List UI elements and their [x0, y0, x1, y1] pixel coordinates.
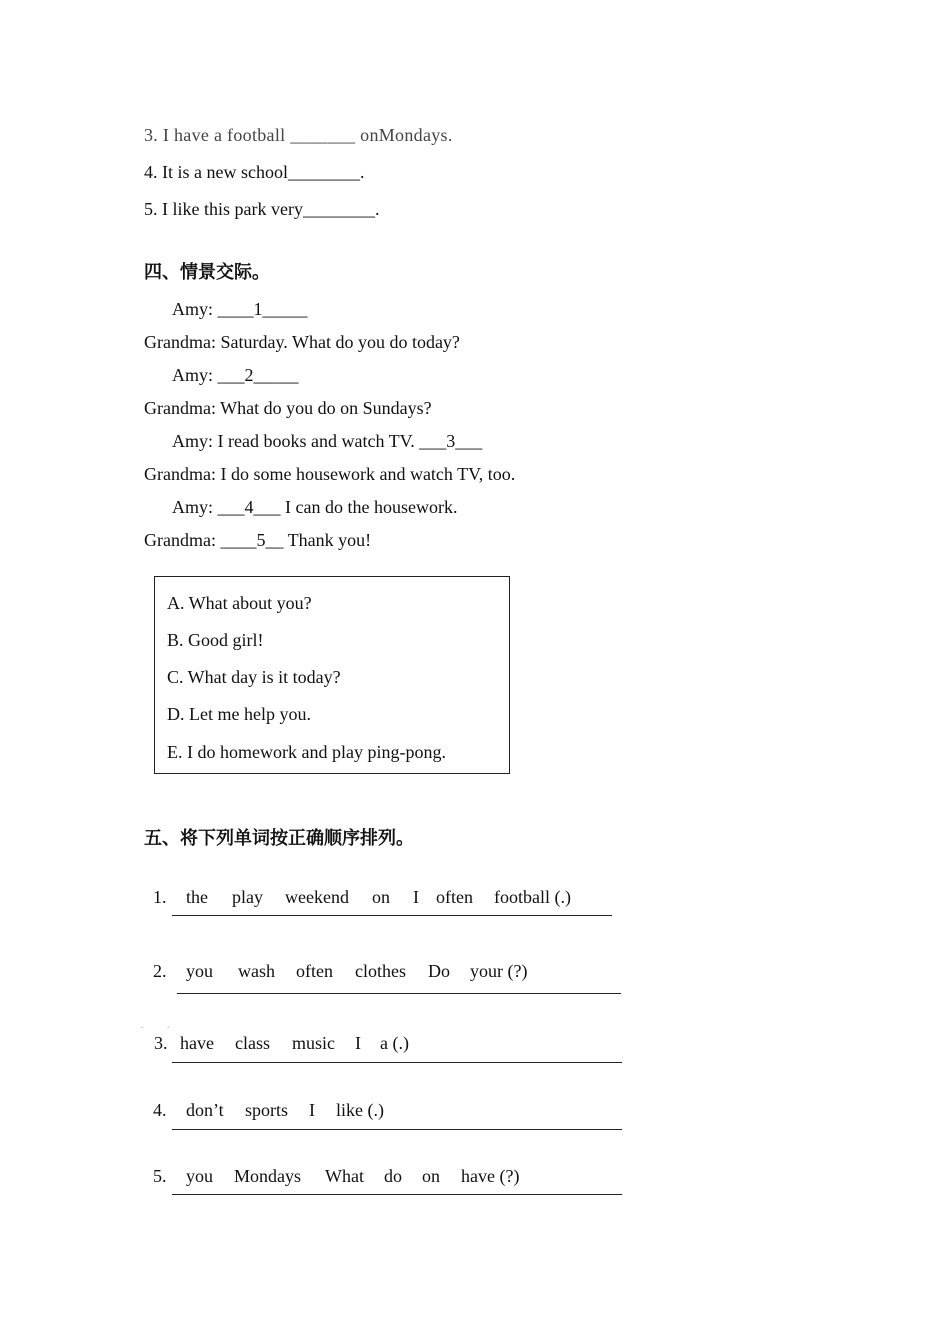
option-b: B. Good girl! — [167, 630, 264, 650]
word-chip: I — [309, 1100, 315, 1120]
dialogue-line-6: Grandma: I do some housework and watch TV, too. — [144, 464, 516, 484]
word-chip: sports — [245, 1100, 289, 1120]
word-chip: like (.) — [336, 1100, 384, 1120]
reorder-item-2 — [144, 938, 527, 982]
word-chip: the — [186, 887, 208, 907]
word-chip: football (.) — [494, 887, 571, 907]
option-a: A. What about you? — [167, 593, 312, 613]
item-number: 2. — [153, 961, 167, 981]
dialogue-line-3: Amy: ___2_____ — [172, 365, 299, 385]
word-chip: music — [292, 1033, 335, 1053]
fill-blank-item-3: 3. I have a football _______ onMondays. — [144, 125, 453, 145]
word-chip: wash — [238, 961, 275, 981]
options-box — [154, 576, 510, 774]
reorder-item-1 — [144, 864, 571, 908]
option-d: D. Let me help you. — [167, 704, 311, 724]
word-chip: you — [186, 1166, 213, 1186]
word-chip: have (?) — [461, 1166, 520, 1186]
item-number: 3. — [154, 1033, 168, 1053]
word-chip: What — [325, 1166, 364, 1186]
reorder-item-4 — [144, 1077, 384, 1121]
fill-blank-item-5: 5. I like this park very________. — [144, 199, 380, 219]
item-number: 1. — [153, 887, 167, 907]
word-chip: I — [355, 1033, 361, 1053]
dialogue-line-2: Grandma: Saturday. What do you do today? — [144, 332, 460, 352]
word-chip: often — [296, 961, 333, 981]
stray-mark: . — [167, 1020, 170, 1030]
item-number: 5. — [153, 1166, 167, 1186]
section-5-heading: 五、将下列单词按正确顺序排列。 — [144, 828, 414, 849]
section-4-heading: 四、情景交际。 — [144, 262, 270, 283]
word-chip: you — [186, 961, 213, 981]
dialogue-line-7: Amy: ___4___ I can do the housework. — [172, 497, 458, 517]
dialogue-line-1: Amy: ____1_____ — [172, 299, 308, 319]
word-chip: your (?) — [470, 961, 528, 981]
word-chip: do — [384, 1166, 402, 1186]
answer-line-5[interactable] — [172, 1194, 622, 1195]
word-chip: on — [372, 887, 390, 907]
word-chip: a (.) — [380, 1033, 409, 1053]
word-chip: class — [235, 1033, 270, 1053]
reorder-item-5 — [144, 1143, 519, 1187]
answer-line-1[interactable] — [172, 915, 612, 916]
dialogue-line-8: Grandma: ____5__ Thank you! — [144, 530, 372, 550]
word-chip: often — [436, 887, 473, 907]
answer-line-3[interactable] — [172, 1062, 622, 1063]
word-chip: don’t — [186, 1100, 224, 1120]
word-chip: clothes — [355, 961, 406, 981]
answer-line-4[interactable] — [172, 1129, 622, 1130]
word-chip: weekend — [285, 887, 349, 907]
dialogue-line-4: Grandma: What do you do on Sundays? — [144, 398, 432, 418]
word-chip: I — [413, 887, 419, 907]
reorder-item-3 — [145, 1010, 409, 1054]
dialogue-line-5: Amy: I read books and watch TV. ___3___ — [172, 431, 483, 451]
item-number: 4. — [153, 1100, 167, 1120]
option-e: E. I do homework and play ping-pong. — [167, 742, 446, 762]
fill-blank-item-4: 4. It is a new school________. — [144, 162, 365, 182]
word-chip: have — [180, 1033, 214, 1053]
word-chip: play — [232, 887, 263, 907]
word-chip: on — [422, 1166, 440, 1186]
word-chip: Do — [428, 961, 450, 981]
word-chip: Mondays — [234, 1166, 301, 1186]
answer-line-2[interactable] — [177, 993, 621, 994]
stray-mark: . — [141, 1020, 144, 1030]
option-c: C. What day is it today? — [167, 667, 341, 687]
